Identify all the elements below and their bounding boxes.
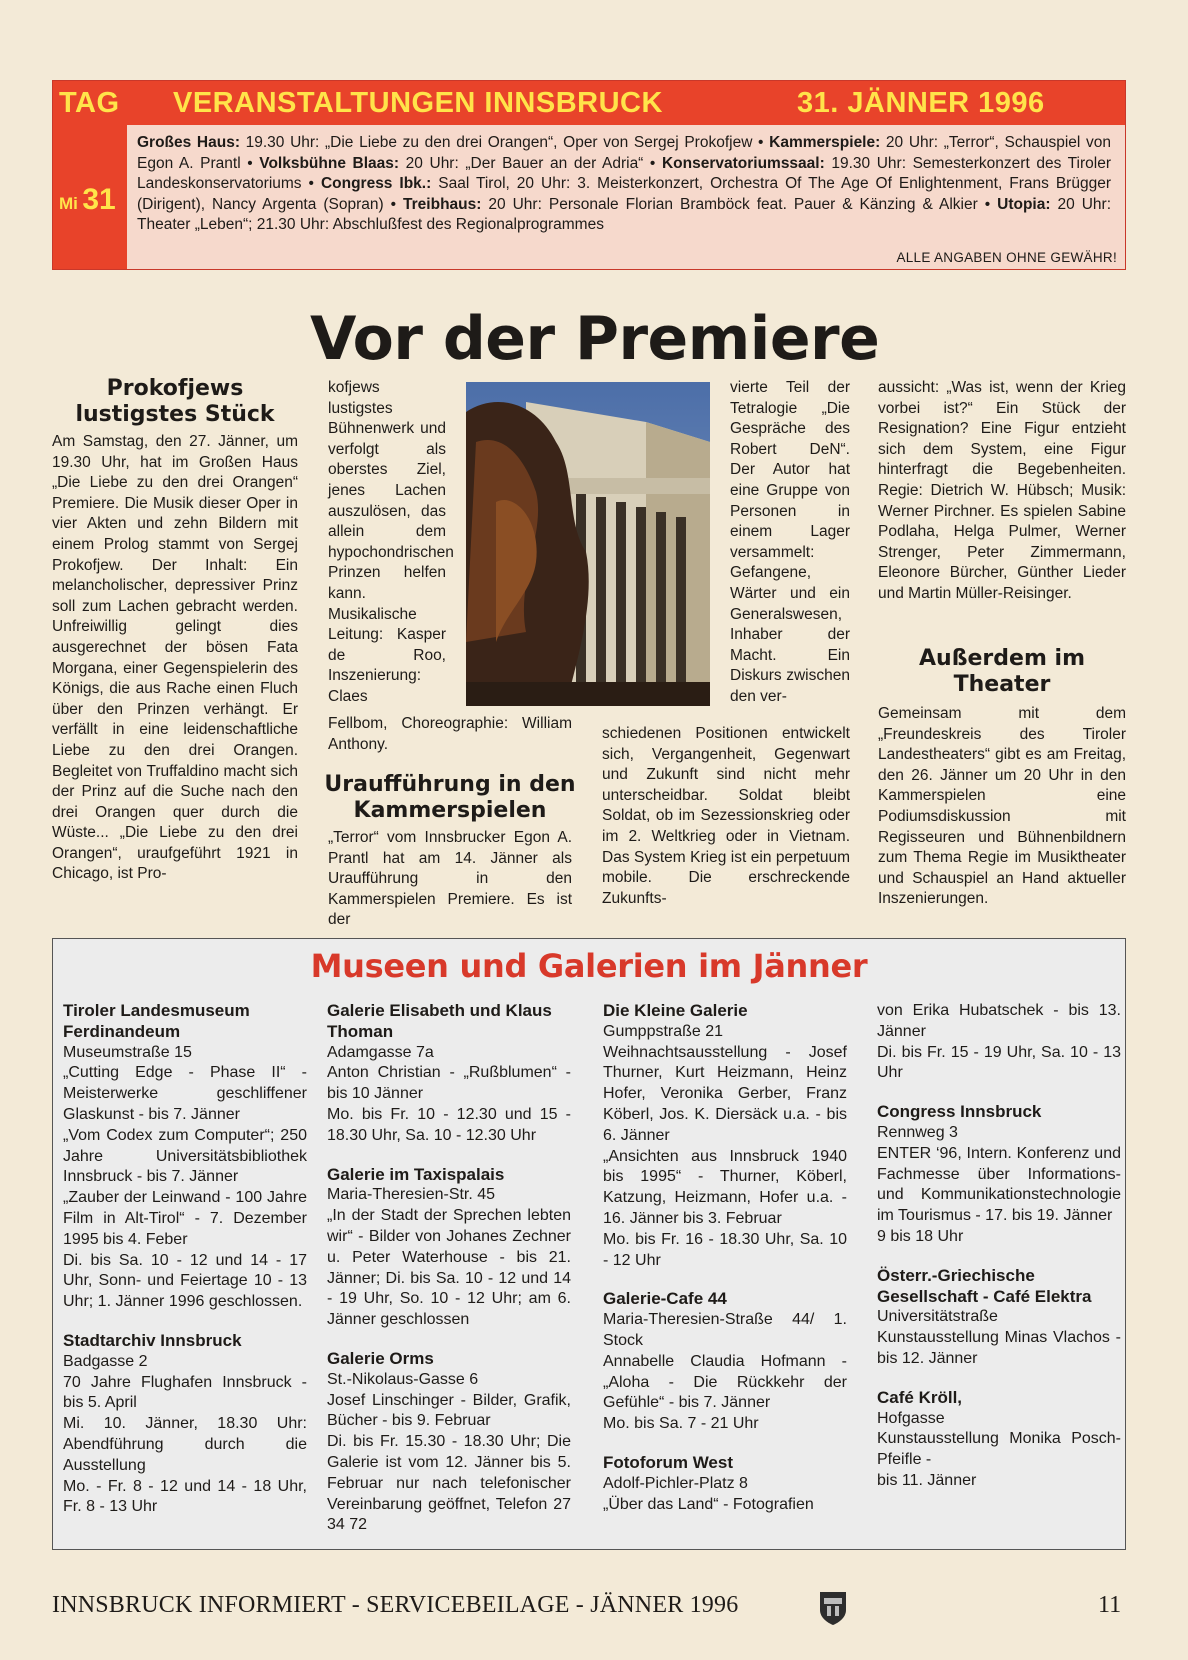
event-venue: Congress Ibk.: bbox=[320, 175, 432, 192]
museum-entry bbox=[877, 1266, 1121, 1370]
article-headline: Vor der Premiere bbox=[310, 304, 880, 374]
article-col2-top: kofjews lustigstes Bühnenwerk und verfolgt als oberstes Ziel, jenes Lachen auszulösen, das allein dem hypochondrischen Prinzen helfen kann. Musikalische Leitung: Kasper de Roo, Inszenierung: Claes bbox=[328, 379, 454, 705]
museums-column-4 bbox=[877, 1001, 1121, 1510]
events-body bbox=[127, 125, 1125, 269]
museum-name: Die Kleine Galerie bbox=[603, 1001, 748, 1020]
events-list bbox=[137, 133, 1111, 236]
events-header-title: VERANSTALTUNGEN INNSBRUCK bbox=[173, 87, 663, 119]
events-day bbox=[59, 183, 116, 217]
event-details: 19.30 Uhr: „Die Liebe zu den drei Orangen“, Oper von Sergej Prokofjew • bbox=[239, 134, 770, 151]
museum-name: Galerie im Taxispalais bbox=[327, 1164, 505, 1184]
museum-details: Adamgasse 7a Anton Christian - „Rußblumen“ - bis 10 Jänner Mo. bis Fr. 10 - 12.30 und 15 - 18.30 Uhr, Sa. 10 - 12.30 Uhr bbox=[327, 1043, 571, 1144]
museum-details: Rennweg 3 ENTER ‘96, Intern. Konferenz und Fachmesse über Informations- und Kommunikationstechnologie im Tourismus - 17. bis 19. Jänner 9 bis 18 Uhr bbox=[877, 1123, 1121, 1245]
museums-column-3 bbox=[603, 1001, 847, 1533]
event-venue: Volksbühne Blaas: bbox=[259, 154, 400, 172]
museum-entry bbox=[877, 1102, 1121, 1248]
events-header bbox=[53, 81, 1125, 125]
article-col4-top: aussicht: „Was ist, wenn der Krieg vorbei ist?“ Ein Stück der Resignation? Eine Figur entzieht sich dem System, eine Figur hinterfragt die Begebenheiten. Regie: Dietrich W. Hübsch; Musik: Werner Pirchner. Es spielen Sabine Podlaha, Helga Pulmer, Werner Strenger, Peter Zimmermann, Eleonore Bürcher, Günther Lieder und Martin Müller-Reisinger. bbox=[878, 379, 1126, 602]
museum-entry bbox=[877, 1388, 1121, 1492]
footer-publication: INNSBRUCK INFORMIERT - SERVICEBEILAGE - JÄNNER 1996 bbox=[52, 1592, 739, 1618]
museum-name: Österr.-Griechische Gesellschaft - Café Elektra bbox=[877, 1265, 1092, 1306]
article-subhead-2: Uraufführung in den Kammerspielen bbox=[324, 772, 576, 823]
museum-name: Congress Innsbruck bbox=[877, 1102, 1042, 1122]
article-col3-top: vierte Teil der Tetralogie „Die Gespräche des Robert DeN“. Der Autor hat eine Gruppe von Personen in einem Lager versammelt: Gefangene, Wärter und ein Generalswesen, Inhaber der Macht. Ein Diskurs zwischen den ver- bbox=[730, 379, 850, 705]
museum-details: St.-Nikolaus-Gasse 6 Josef Linschinger - Bilder, Grafik, Bücher - bis 9. Februar Di. bis Fr. 15.30 - 18.30 Uhr; Die Galerie ist vom 12. Jänner bis 5. Februar nur nach telefonischer Vereinbarung geöffnet, Telefon 27 34 72 bbox=[327, 1370, 571, 1534]
event-details: 20 Uhr: Theater „Leben“; 21.30 Uhr: Abschlußfest des Regionalprogrammes bbox=[137, 195, 1112, 233]
museum-details: Gumppstraße 21 Weihnachtsausstellung - Josef Thurner, Kurt Heizmann, Heinz Hofer, Veronika Gerber, Franz Köberl, Jos. K. Diersäck u.a. - bis 6. Jänner „Ansichten aus Innsbruck 1940 bis 1995“ - Thurner, Köberl, Katzung, Heizmann, Hofer u.a. - 16. Jänner bis 3. Februar Mo. bis Fr. 16 - 18.30 Uhr, Sa. 10 - 12 Uhr bbox=[603, 1022, 847, 1269]
museum-name: Stadtarchiv Innsbruck bbox=[63, 1330, 242, 1350]
museum-entry bbox=[63, 1001, 307, 1313]
event-details: Saal Tirol, 20 Uhr: 3. Meisterkonzert, Orchestra Of The Age Of Enlightenment, Frans Brügger (Dirigent), Nancy Argenta (Sopran) • bbox=[137, 175, 1111, 213]
museum-entry bbox=[327, 1349, 571, 1536]
footer-page-number: 11 bbox=[1098, 1592, 1122, 1618]
museum-entry bbox=[603, 1453, 847, 1515]
museum-details: von Erika Hubatschek - bis 13. Jänner Di. bis Fr. 15 - 19 Uhr, Sa. 10 - 13 Uhr bbox=[877, 1002, 1121, 1082]
events-disclaimer: ALLE ANGABEN OHNE GEWÄHR! bbox=[896, 250, 1117, 265]
building-photo-graphic bbox=[466, 382, 710, 706]
museum-entry bbox=[327, 1165, 571, 1331]
museum-details: Hofgasse Kunstausstellung Monika Posch-Pfeifle - bis 11. Jänner bbox=[877, 1409, 1121, 1489]
museum-name: Galerie Elisabeth und Klaus Thoman bbox=[327, 1001, 552, 1041]
article-col3-bottom: schiedenen Positionen entwickelt sich, Vergangenheit, Gegenwart und Zukunft sind nicht mehr unterscheidbar. Soldat bleibt Soldat, ob im Sezessionskrieg oder im 2. Weltkrieg oder in Vietnam. Das System Krieg ist ein perpetuum mobile. Die erschreckende Zukunfts- bbox=[602, 725, 850, 907]
museums-column-1 bbox=[63, 1001, 307, 1536]
event-details: 20 Uhr: Personale Florian Bramböck feat. Pauer & Känzing & Alkier • bbox=[481, 195, 998, 213]
museum-details: Adolf-Pichler-Platz 8 „Über das Land“ - Fotografien bbox=[603, 1474, 814, 1513]
article-subhead-3: Außerdem im Theater bbox=[919, 646, 1085, 697]
museums-title: Museen und Galerien im Jänner bbox=[310, 947, 868, 985]
city-crest-icon bbox=[818, 1590, 848, 1626]
museum-name: Tiroler Landesmuseum Ferdinandeum bbox=[63, 1001, 250, 1041]
article-col1-text: Am Samstag, den 27. Jänner, um 19.30 Uhr, hat im Großen Haus „Die Liebe zu den drei Orangen“ Premiere. Die Musik dieser Oper in vier Akten und zehn Bildern mit einem Prolog stammt von Sergej Prokofjew. Der Inhalt: Ein melancholischer, depressiver Prinz soll zum Lachen gebracht werden. Unfreiwillig gelingt dies ausgerechnet der bösen Fata Morgana, einer Gegenspielerin des Königs, die aus Rache einen Fluch über den Prinzen verhängt. Er verfällt in eine leidenschaftliche Liebe zu den drei Orangen. Begleitet von Truffaldino macht sich der Prinz auf die Suche nach den drei Orangen quer durch die Wüste... „Die Liebe zu den drei Orangen“, uraufgeführt 1921 in Chicago, ist Pro- bbox=[52, 433, 298, 883]
article-col2-bottom: „Terror“ vom Innsbrucker Egon A. Prantl hat am 14. Jänner als Uraufführung in den Kammerspielen Premiere. Es ist der bbox=[328, 829, 572, 929]
museum-name: Galerie Orms bbox=[327, 1348, 434, 1368]
events-day-label: Mi bbox=[59, 194, 78, 213]
events-header-tag: TAG bbox=[59, 87, 120, 119]
museum-entry bbox=[877, 1001, 1121, 1084]
museum-details: Maria-Theresien-Str. 45 „In der Stadt der Sprechen lebten wir“ - Bilder von Johanes Zechner u. Peter Waterhouse - bis 21. Jänner; Di. bis Sa. 10 - 12 und 14 - 19 Uhr, So. 10 - 12 Uhr; am 6. Jänner geschlossen bbox=[327, 1186, 571, 1329]
museum-entry bbox=[603, 1289, 847, 1435]
event-details: 20 Uhr: „Der Bauer an der Adria“ • bbox=[399, 154, 662, 172]
museums-box bbox=[52, 938, 1126, 1550]
events-day-number: 31 bbox=[82, 183, 116, 216]
event-details: 20 Uhr: „Terror“, Schauspiel von Egon A. Prantl • bbox=[137, 134, 1111, 172]
museum-entry bbox=[63, 1331, 307, 1518]
article-col2-mid: Fellbom, Choreographie: William Anthony. bbox=[328, 715, 572, 753]
event-venue: Utopia: bbox=[997, 195, 1051, 213]
museum-details: Maria-Theresien-Straße 44/ 1. Stock Annabelle Claudia Hofmann - „Aloha - Die Rückkehr der Gefühle“ - bis 7. Jänner Mo. bis Sa. 7 - 21 Uhr bbox=[603, 1311, 847, 1433]
museum-name: Café Kröll, bbox=[877, 1387, 963, 1407]
article-subhead-1: Prokofjews lustigstes Stück bbox=[75, 376, 275, 427]
museum-details: Museumstraße 15 „Cutting Edge - Phase II“ - Meisterwerke geschliffener Glaskunst - bis 7. Jänner „Vom Codex zum Computer“; 250 Jahre Universitätsbibliothek Innsbruck - bis 7. Jänner „Zauber der Leinwand - 100 Jahre Film in Alt-Tirol“ - 7. Dezember 1995 bis 4. Feber Di. bis Sa. 10 - 12 und 14 - 17 Uhr, Sonn- und Feiertage 10 - 13 Uhr; 1. Jänner 1996 geschlossen. bbox=[63, 1043, 307, 1311]
events-header-date: 31. JÄNNER 1996 bbox=[797, 87, 1045, 119]
event-venue: Treibhaus: bbox=[403, 195, 482, 213]
article-col4-bottom: Gemeinsam mit dem „Freundeskreis des Tiroler Landestheaters“ gibt es am Freitag, den 26. Jänner um 20 Uhr in den Kammerspielen eine Podiumsdiskussion mit Regisseuren und Bühnenbildnern zum Thema Regie im Musiktheater und Schauspiel an Hand aktueller Inszenierungen. bbox=[878, 705, 1126, 908]
event-venue: Konservatoriumssaal: bbox=[661, 154, 825, 172]
events-box bbox=[52, 80, 1126, 270]
event-details: 19.30 Uhr: Semesterkonzert des Tiroler Landeskonservatoriums • bbox=[137, 154, 1111, 192]
article-column-1 bbox=[52, 376, 298, 885]
events-day-column bbox=[53, 125, 127, 269]
event-venue: Großes Haus: bbox=[137, 134, 240, 151]
event-venue: Kammerspiele: bbox=[769, 134, 881, 151]
museum-name: Galerie-Cafe 44 bbox=[603, 1289, 727, 1309]
museum-entry bbox=[603, 1001, 847, 1271]
building-photo bbox=[466, 382, 710, 706]
museum-entry bbox=[327, 1001, 571, 1147]
museum-details: Badgasse 2 70 Jahre Flughafen Innsbruck - bis 5. April Mi. 10. Jänner, 18.30 Uhr: Abendführung durch die Ausstellung Mo. - Fr. 8 - 12 und 14 - 18 Uhr, Fr. 8 - 13 Uhr bbox=[63, 1352, 307, 1516]
museum-name: Fotoforum West bbox=[603, 1452, 734, 1472]
museums-column-2 bbox=[327, 1001, 571, 1554]
museum-details: Universitätstraße Kunstausstellung Minas Vlachos - bis 12. Jänner bbox=[877, 1308, 1121, 1367]
